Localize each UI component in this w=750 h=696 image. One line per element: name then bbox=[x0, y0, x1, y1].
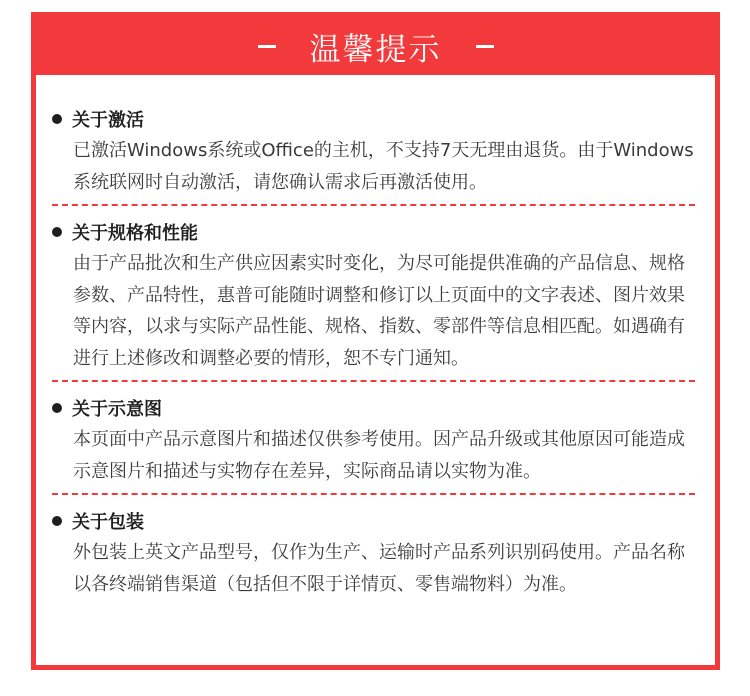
section-packaging bbox=[52, 505, 695, 600]
section-title bbox=[52, 392, 695, 424]
section-illustration bbox=[52, 392, 695, 487]
notice-title: 温馨提示 bbox=[309, 31, 442, 68]
section-title bbox=[52, 505, 695, 537]
bullet-icon bbox=[52, 403, 62, 413]
header-right-dash bbox=[476, 45, 494, 48]
section-title-text: 关于规格和性能 bbox=[72, 223, 198, 244]
notice-panel bbox=[31, 12, 720, 670]
section-title bbox=[52, 216, 695, 248]
notice-header bbox=[36, 17, 715, 75]
section-body: 由于产品批次和生产供应因素实时变化，为尽可能提供准确的产品信息、规格参数、产品特性，惠普可能随时调整和修订以上页面中的文字表述、图片效果等内容，以求与实际产品性能、规格、指数、零部件等信息相匹配。如遇确有进行上述修改和调整必要的情形，恕不专门通知。 bbox=[73, 253, 685, 369]
notice-sections bbox=[36, 75, 715, 600]
section-body: 已激活Windows系统或Office的主机，不支持7天无理由退货。由于Windows系统联网时自动激活，请您确认需求后再激活使用。 bbox=[73, 140, 694, 193]
bullet-icon bbox=[52, 114, 62, 124]
section-divider bbox=[52, 204, 695, 206]
section-body: 外包装上英文产品型号，仅作为生产、运输时产品系列识别码使用。产品名称以各终端销售渠道（包括但不限于详情页、零售端物料）为准。 bbox=[73, 542, 685, 595]
section-title-text: 关于激活 bbox=[72, 110, 144, 131]
section-divider bbox=[52, 493, 695, 495]
header-left-dash bbox=[258, 45, 276, 48]
section-title-text: 关于包装 bbox=[72, 512, 144, 533]
section-body: 本页面中产品示意图片和描述仅供参考使用。因产品升级或其他原因可能造成示意图片和描述与实物存在差异，实际商品请以实物为准。 bbox=[73, 429, 685, 482]
section-activation bbox=[52, 103, 695, 198]
bullet-icon bbox=[52, 516, 62, 526]
section-title-text: 关于示意图 bbox=[72, 399, 162, 420]
section-title bbox=[52, 103, 695, 135]
section-specs bbox=[52, 216, 695, 374]
bullet-icon bbox=[52, 227, 62, 237]
section-divider bbox=[52, 380, 695, 382]
